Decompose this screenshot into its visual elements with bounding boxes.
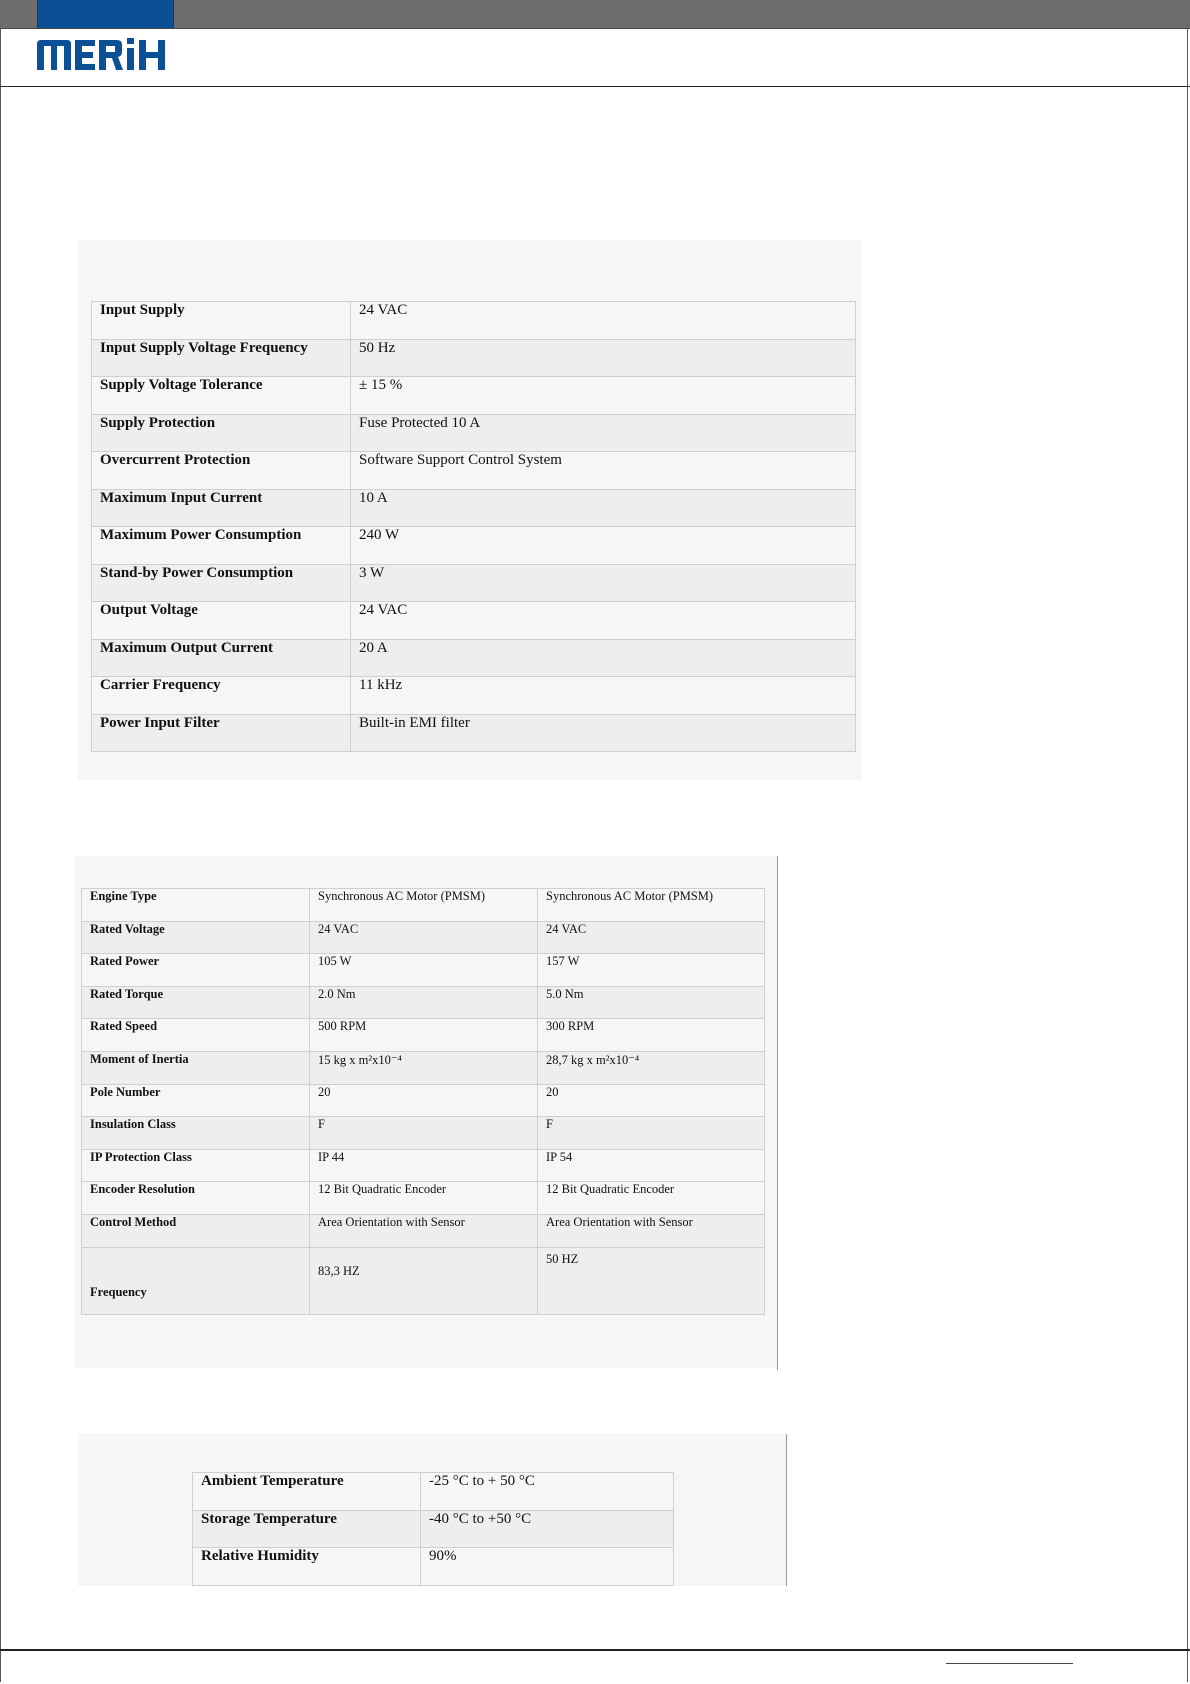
table-row [82,1084,765,1117]
merih-logo [37,38,177,74]
spec-label: Input Supply Voltage Frequency [92,339,351,377]
spec-value-2: IP 54 [538,1149,765,1182]
spec-value: 24 VAC [351,602,856,640]
spec-label: Rated Voltage [82,921,310,954]
table-row [82,1214,765,1247]
spec-value-2: 12 Bit Quadratic Encoder [538,1182,765,1215]
table-row [92,302,856,340]
motor-spec-table [81,888,765,1315]
spec-label: Rated Power [82,954,310,987]
table-row [82,1247,765,1314]
spec-label: Encoder Resolution [82,1182,310,1215]
table-row [92,377,856,415]
spec-label: Overcurrent Protection [92,452,351,490]
spec-value: ± 15 % [351,377,856,415]
environment-spec-table [192,1472,674,1586]
power-spec-table [91,301,856,752]
spec-label: Carrier Frequency [92,677,351,715]
table-row [82,1019,765,1052]
spec-value: Built-in EMI filter [351,714,856,752]
table-row [92,677,856,715]
spec-value-1: 500 RPM [310,1019,538,1052]
spec-value-1: Area Orientation with Sensor [310,1214,538,1247]
spec-value: Software Support Control System [351,452,856,490]
table-row [82,1051,765,1084]
spec-value-1: IP 44 [310,1149,538,1182]
spec-value-1: F [310,1117,538,1150]
spec-label: IP Protection Class [82,1149,310,1182]
spec-label: Pole Number [82,1084,310,1117]
spec-label: Supply Protection [92,414,351,452]
table-row [82,1182,765,1215]
spec-value-2: 20 [538,1084,765,1117]
spec-label: Control Method [82,1214,310,1247]
spec-value-2: Area Orientation with Sensor [538,1214,765,1247]
spec-value-1: 20 [310,1084,538,1117]
table-row [82,889,765,922]
spec-value-1: Synchronous AC Motor (PMSM) [310,889,538,922]
spec-label: Ambient Temperature [193,1473,421,1511]
spec-value: Fuse Protected 10 A [351,414,856,452]
spec-label: Insulation Class [82,1117,310,1150]
spec-value: 3 W [351,564,856,602]
table-row [92,564,856,602]
spec-value-2: F [538,1117,765,1150]
spec-value: 10 A [351,489,856,527]
spec-label: Stand-by Power Consumption [92,564,351,602]
spec-label: Maximum Output Current [92,639,351,677]
table-row [193,1548,674,1586]
environment-table-edge [786,1434,787,1586]
table-row [92,489,856,527]
spec-value: -40 °C to +50 °C [421,1510,674,1548]
table-row [82,1149,765,1182]
spec-value-1: 105 W [310,954,538,987]
spec-label: Maximum Power Consumption [92,527,351,565]
table-row [92,602,856,640]
spec-value-1: 24 VAC [310,921,538,954]
table-row [82,921,765,954]
spec-value: 11 kHz [351,677,856,715]
spec-label: Engine Type [82,889,310,922]
spec-value-2: 28,7 kg x m²x10⁻⁴ [538,1051,765,1084]
spec-value-1: 12 Bit Quadratic Encoder [310,1182,538,1215]
spec-value-2: 50 HZ [538,1247,765,1314]
table-row [92,339,856,377]
spec-label: Input Supply [92,302,351,340]
spec-label: Output Voltage [92,602,351,640]
table-row [82,986,765,1019]
top-bar [0,0,1190,29]
spec-value-2: 24 VAC [538,921,765,954]
spec-value-2: 5.0 Nm [538,986,765,1019]
table-row [92,714,856,752]
top-bar-accent [37,0,174,28]
footer-rule [946,1663,1073,1664]
spec-label: Maximum Input Current [92,489,351,527]
table-row [92,639,856,677]
spec-value-1: 2.0 Nm [310,986,538,1019]
spec-value: 240 W [351,527,856,565]
table-row [92,452,856,490]
spec-value: -25 °C to + 50 °C [421,1473,674,1511]
spec-value: 20 A [351,639,856,677]
spec-label: Relative Humidity [193,1548,421,1586]
spec-label: Rated Speed [82,1019,310,1052]
table-row [82,954,765,987]
spec-value: 90% [421,1548,674,1586]
spec-label: Rated Torque [82,986,310,1019]
spec-label: Power Input Filter [92,714,351,752]
spec-value: 50 Hz [351,339,856,377]
spec-label: Frequency [82,1247,310,1314]
table-row [92,414,856,452]
spec-value-2: Synchronous AC Motor (PMSM) [538,889,765,922]
table-row [92,527,856,565]
motor-table-edge [777,856,778,1370]
spec-label: Storage Temperature [193,1510,421,1548]
spec-value-1: 83,3 HZ [310,1247,538,1314]
footer-divider [0,1649,1190,1651]
spec-label: Supply Voltage Tolerance [92,377,351,415]
spec-value-2: 300 RPM [538,1019,765,1052]
spec-label: Moment of Inertia [82,1051,310,1084]
table-row [82,1117,765,1150]
spec-value: 24 VAC [351,302,856,340]
spec-value-2: 157 W [538,954,765,987]
spec-value-1: 15 kg x m²x10⁻⁴ [310,1051,538,1084]
table-row [193,1510,674,1548]
table-row [193,1473,674,1511]
merih-logo-graphic [37,38,177,74]
header-divider [0,86,1190,87]
